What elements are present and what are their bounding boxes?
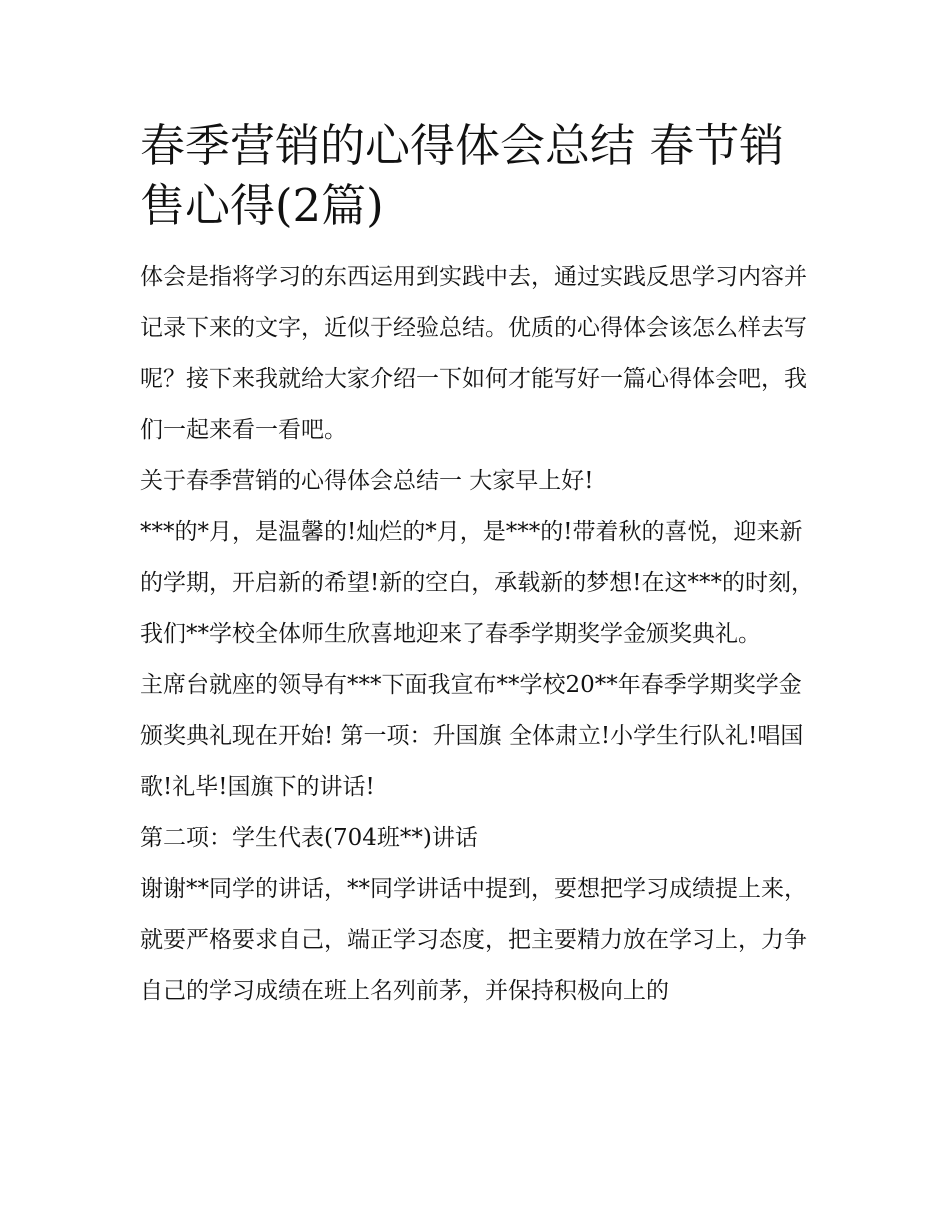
document-title: 春季营销的心得体会总结 春节销售心得(2篇) xyxy=(140,119,785,232)
paragraph-section-heading: 关于春季营销的心得体会总结一 大家早上好! xyxy=(140,468,594,494)
paragraph-ceremony-start: 主席台就座的领导有***下面我宣布**学校20**年春季学期奖学金颁奖典礼现在开始! 第一项：升国旗 全体肃立!小学生行队礼!唱国歌!礼毕!国旗下的讲话! xyxy=(140,672,804,800)
document-body xyxy=(140,116,815,1017)
paragraph-opening: ***的*月，是温馨的!灿烂的*月，是***的!带着秋的喜悦，迎来新的学期，开启新的希望!新的空白，承载新的梦想!在这***的时刻，我们**学校全体师生欣喜地迎来了春季学期奖学金颁奖典礼。 xyxy=(140,519,814,647)
paragraph-item-two: 第二项：学生代表(704班**)讲话 xyxy=(140,825,478,851)
paragraph-thanks: 谢谢**同学的讲话，**同学讲话中提到，要想把学习成绩提上来，就要严格要求自己，端正学习态度，把主要精力放在学习上，力争自己的学习成绩在班上名列前茅，并保持积极向上的 xyxy=(140,876,807,1004)
paragraph-intro: 体会是指将学习的东西运用到实践中去，通过实践反思学习内容并记录下来的文字，近似于经验总结。优质的心得体会该怎么样去写呢？接下来我就给大家介绍一下如何才能写好一篇心得体会吧，我们一起来看一看吧。 xyxy=(140,264,807,443)
